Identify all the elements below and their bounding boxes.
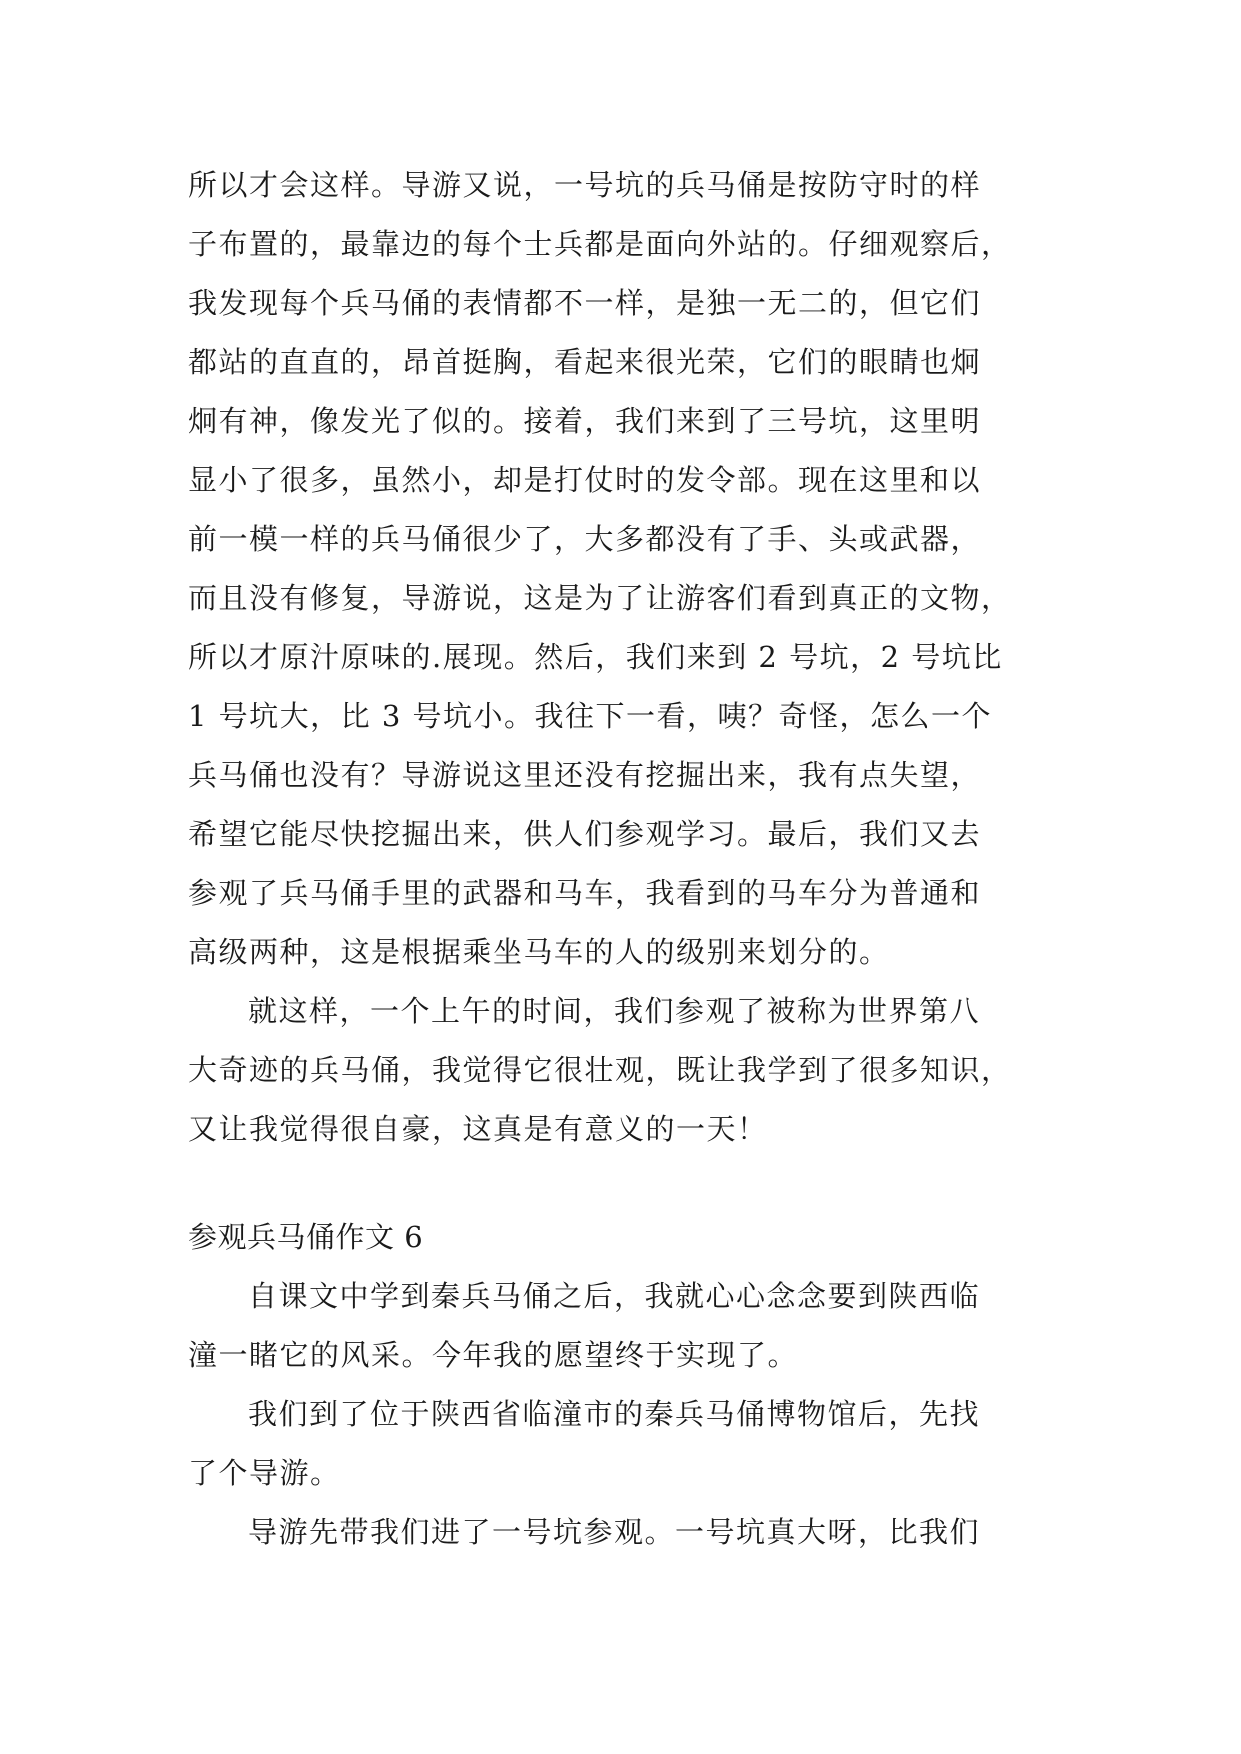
- text-line: 我们到了位于陕西省临潼市的秦兵马俑博物馆后，先找: [248, 1397, 981, 1431]
- essay-paragraph-1: [188, 1267, 1048, 1385]
- text-line: 潼一睹它的风采。今年我的愿望终于实现了。: [188, 1338, 799, 1372]
- closing-paragraph: [188, 982, 1048, 1159]
- essay-title: 参观兵马俑作文 6: [188, 1220, 424, 1254]
- text-line: 显小了很多，虽然小，却是打仗时的发令部。现在这里和以: [188, 463, 982, 497]
- text-line: 我发现每个兵马俑的表情都不一样，是独一无二的，但它们: [188, 286, 982, 320]
- text-line: 了个导游。: [188, 1456, 341, 1490]
- text-line: 1 号坑大，比 3 号坑小。我往下一看，咦？奇怪，怎么一个: [188, 699, 993, 733]
- text-line: 又让我觉得很自豪，这真是有意义的一天！: [188, 1112, 768, 1146]
- text-line: 高级两种，这是根据乘坐马车的人的级别来划分的。: [188, 935, 890, 969]
- text-line: 就这样，一个上午的时间，我们参观了被称为世界第八: [248, 994, 981, 1028]
- text-line: 参观了兵马俑手里的武器和马车，我看到的马车分为普通和: [188, 876, 982, 910]
- text-line: 所以才会这样。导游又说，一号坑的兵马俑是按防守时的样: [188, 168, 982, 202]
- essay-heading-block: [188, 1208, 1048, 1267]
- text-line: 自课文中学到秦兵马俑之后，我就心心念念要到陕西临: [248, 1279, 981, 1313]
- text-line: 炯有神，像发光了似的。接着，我们来到了三号坑，这里明: [188, 404, 982, 438]
- text-line: 前一模一样的兵马俑很少了，大多都没有了手、头或武器，: [188, 522, 982, 556]
- continuation-paragraph: [188, 156, 1048, 982]
- text-line: 都站的直直的，昂首挺胸，看起来很光荣，它们的眼睛也炯: [188, 345, 982, 379]
- text-line: 兵马俑也没有？导游说这里还没有挖掘出来，我有点失望，: [188, 758, 982, 792]
- text-line: 大奇迹的兵马俑，我觉得它很壮观，既让我学到了很多知识，: [188, 1053, 1012, 1087]
- text-line: 导游先带我们进了一号坑参观。一号坑真大呀，比我们: [248, 1515, 981, 1549]
- text-line: 希望它能尽快挖掘出来，供人们参观学习。最后，我们又去: [188, 817, 982, 851]
- text-line: 而且没有修复，导游说，这是为了让游客们看到真正的文物，: [188, 581, 1012, 615]
- text-line: 所以才原汁原味的.展现。然后，我们来到 2 号坑，2 号坑比: [188, 640, 1003, 674]
- essay-paragraph-3: [188, 1503, 1048, 1562]
- text-line: 子布置的，最靠边的每个士兵都是面向外站的。仔细观察后，: [188, 227, 1012, 261]
- essay-paragraph-2: [188, 1385, 1048, 1503]
